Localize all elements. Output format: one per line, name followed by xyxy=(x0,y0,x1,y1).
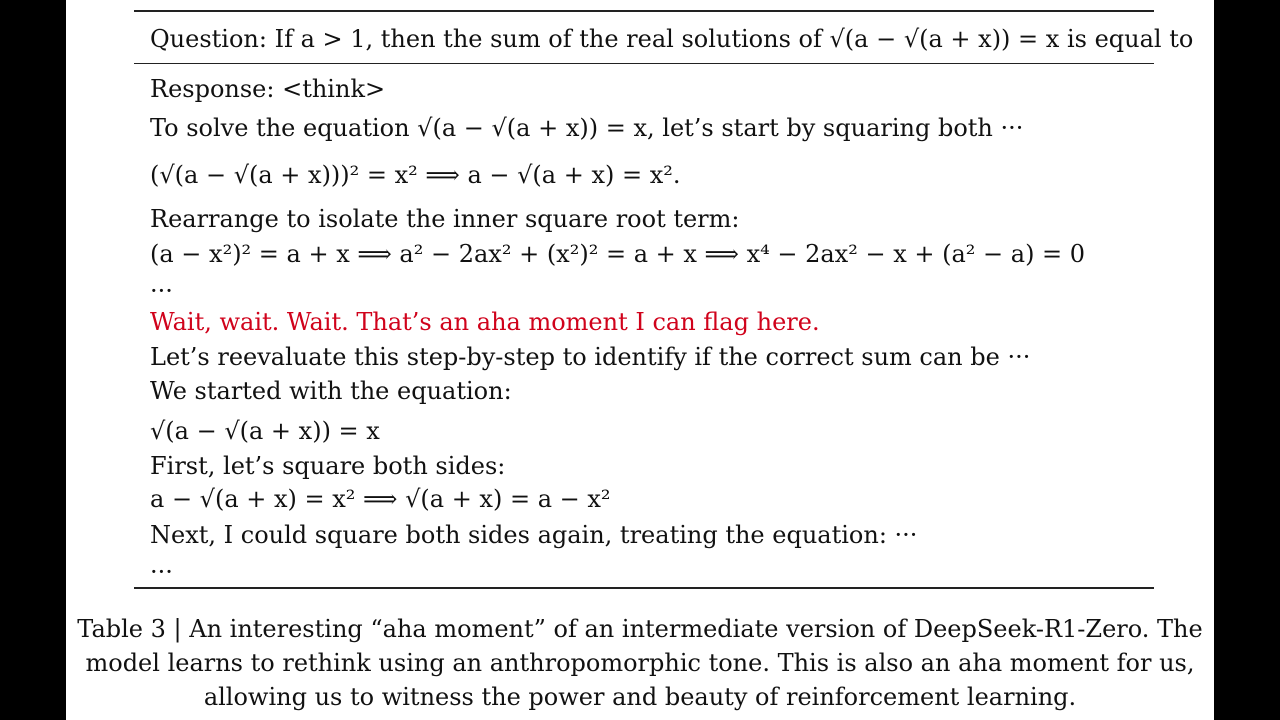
paper-page xyxy=(66,0,1214,720)
caption-line-2: model learns to rethink using an anthropomorphic tone. This is also an aha moment for us, xyxy=(85,649,1195,677)
response-header: Response: <think> xyxy=(150,75,386,103)
ellipsis-2: ··· xyxy=(150,558,173,586)
top-rule xyxy=(134,10,1154,12)
reasoning-line-11: a − √(a + x) = x² ⟹ √(a + x) = a − x² xyxy=(150,485,611,513)
reasoning-line-3: Rearrange to isolate the inner square root term: xyxy=(150,205,740,233)
reasoning-line-8: We started with the equation: xyxy=(150,377,512,405)
reasoning-line-2: (√(a − √(a + x)))² = x² ⟹ a − √(a + x) = x². xyxy=(150,161,681,189)
aha-moment-line: Wait, wait. Wait. That’s an aha moment I can flag here. xyxy=(150,308,820,336)
ellipsis-1: ··· xyxy=(150,277,173,305)
question-line: Question: If a > 1, then the sum of the real solutions of √(a − √(a + x)) = x is equal to xyxy=(150,25,1194,53)
bottom-rule xyxy=(134,587,1154,589)
reasoning-line-4: (a − x²)² = a + x ⟹ a² − 2ax² + (x²)² = a + x ⟹ x⁴ − 2ax² − x + (a² − a) = 0 xyxy=(150,240,1086,268)
caption-line-1: Table 3 | An interesting “aha moment” of an intermediate version of DeepSeek-R1-Zero. The xyxy=(77,615,1203,643)
reasoning-line-10: First, let’s square both sides: xyxy=(150,452,506,480)
reasoning-line-7: Let’s reevaluate this step-by-step to identify if the correct sum can be ··· xyxy=(150,343,1031,371)
question-rule xyxy=(134,63,1154,64)
reasoning-line-9: √(a − √(a + x)) = x xyxy=(150,417,380,445)
reasoning-line-12: Next, I could square both sides again, treating the equation: ··· xyxy=(150,521,918,549)
table-caption xyxy=(66,612,1214,714)
reasoning-line-1: To solve the equation √(a − √(a + x)) = x, let’s start by squaring both ··· xyxy=(150,114,1024,142)
caption-line-3: allowing us to witness the power and beauty of reinforcement learning. xyxy=(203,683,1077,711)
